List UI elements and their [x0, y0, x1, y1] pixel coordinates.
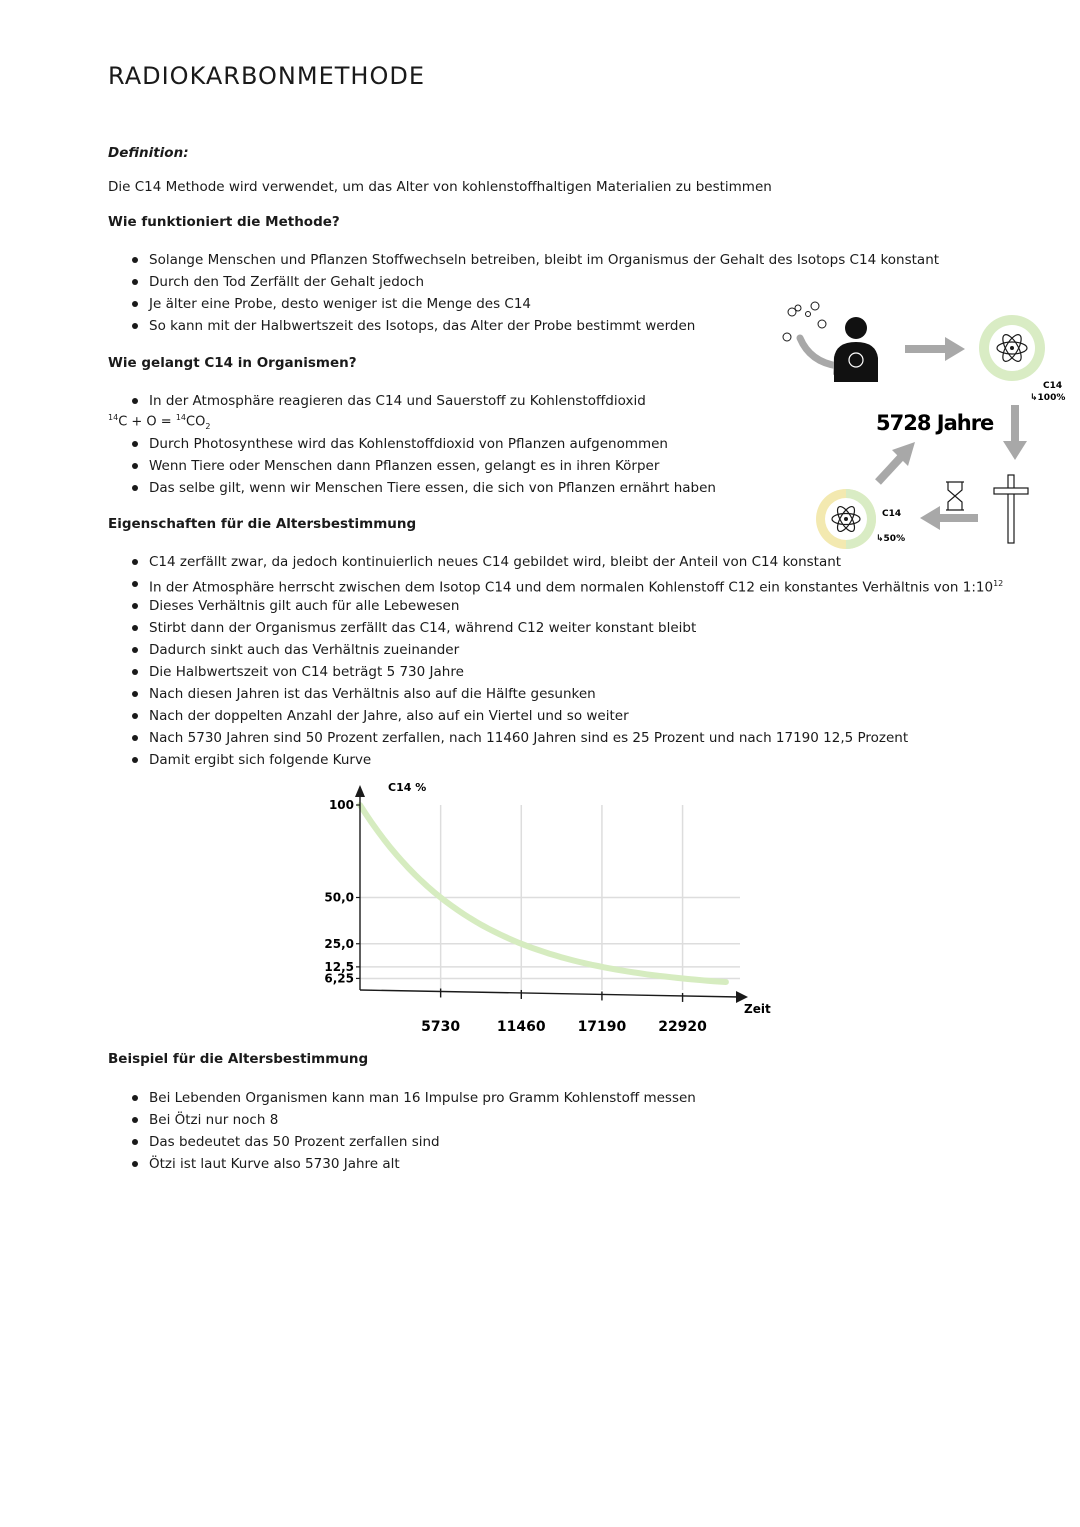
list-item: Nach diesen Jahren ist das Verhältnis also auf die Hälfte gesunken — [149, 683, 1003, 705]
cross-icon — [994, 475, 1028, 543]
co2-equation — [108, 413, 210, 431]
curved-arrow-icon — [800, 338, 838, 366]
decay-curve-line — [360, 805, 726, 982]
x-axis-label: Zeit — [744, 1002, 771, 1016]
list-item: Nach der doppelten Anzahl der Jahre, also auf ein Viertel und so weiter — [149, 705, 1003, 727]
list-item: C14 zerfällt zwar, da jedoch kontinuierlich neues C14 gebildet wird, bleibt der Anteil von C14 konstant — [149, 551, 1003, 573]
c14-cycle-diagram — [770, 290, 1070, 555]
ratio-text: In der Atmosphäre herrscht zwischen dem Isotop C14 und dem normalen Kohlenstoff C12 ein konstantes Verhältnis von 1:10 — [149, 579, 994, 596]
list-item: Durch den Tod Zerfällt der Gehalt jedoch — [149, 271, 939, 293]
list-item: Das bedeutet das 50 Prozent zerfallen sind — [149, 1131, 696, 1153]
arrow-up-right-icon — [878, 442, 915, 482]
definition-text: Die C14 Methode wird verwendet, um das Alter von kohlenstoffhaltigen Materialien zu bestimmen — [108, 179, 772, 195]
x-tick-label: 17190 — [577, 1019, 627, 1035]
list-item: Ötzi ist laut Kurve also 5730 Jahre alt — [149, 1153, 696, 1175]
list-item: Solange Menschen und Pflanzen Stoffwechseln betreiben, bleibt im Organismus der Gehalt des Isotops C14 konstant — [149, 249, 939, 271]
arrow-down-icon — [1003, 405, 1027, 460]
arrow-right-icon — [905, 337, 965, 361]
organism-list — [149, 433, 716, 499]
hourglass-icon — [946, 482, 964, 510]
organism-list-first — [149, 390, 646, 412]
list-item: In der Atmosphäre reagieren das C14 und Sauerstoff zu Kohlenstoffdioxid — [149, 390, 646, 412]
list-item: Damit ergibt sich folgende Kurve — [149, 749, 1003, 771]
equation-subscript: 2 — [205, 421, 211, 431]
equation-isotope-left: 14 — [108, 413, 119, 422]
properties-heading: Eigenschaften für die Altersbestimmung — [108, 516, 417, 532]
top-percent-label: ↳100% — [1030, 393, 1066, 403]
person-icon — [834, 317, 878, 382]
bottom-percent-label: ↳50% — [876, 534, 906, 544]
definition-heading: Definition: — [108, 145, 189, 161]
list-item: Dadurch sinkt auch das Verhältnis zueinander — [149, 639, 1003, 661]
list-item: Dieses Verhältnis gilt auch für alle Lebewesen — [149, 595, 1003, 617]
list-item: Die Halbwertszeit von C14 beträgt 5 730 Jahre — [149, 661, 1003, 683]
y-tick-label: 12,5 — [324, 959, 354, 974]
top-c14-label: C14 — [1043, 381, 1063, 391]
list-item: So kann mit der Halbwertszeit des Isotops, das Alter der Probe bestimmt werden — [149, 315, 939, 337]
page-title: RADIOKARBONMETHODE — [108, 62, 425, 90]
list-item: Durch Photosynthese wird das Kohlenstoffdioxid von Pflanzen aufgenommen — [149, 433, 716, 455]
y-axis-label: C14 % — [388, 781, 427, 794]
flower-cluster-icon — [783, 302, 826, 341]
y-tick-label: 25,0 — [324, 936, 354, 951]
equation-isotope-right: 14 — [175, 413, 186, 422]
atom-100-icon — [979, 315, 1045, 381]
ratio-exponent: 12 — [993, 579, 1004, 588]
list-item: Nach 5730 Jahren sind 50 Prozent zerfallen, nach 11460 Jahren sind es 25 Prozent und nach 17190 12,5 Prozent — [149, 727, 1003, 749]
list-item: Wenn Tiere oder Menschen dann Pflanzen essen, gelangt es in ihren Körper — [149, 455, 716, 477]
equation-co: CO — [186, 414, 206, 430]
bottom-c14-label: C14 — [882, 509, 902, 519]
x-tick-label: 22920 — [658, 1019, 707, 1035]
function-heading: Wie funktioniert die Methode? — [108, 214, 340, 230]
organism-heading: Wie gelangt C14 in Organismen? — [108, 355, 357, 371]
half-life-years-label: 5728 Jahre — [876, 411, 994, 435]
list-item: Je älter eine Probe, desto weniger ist die Menge des C14 — [149, 293, 939, 315]
y-ticks — [324, 798, 360, 985]
example-list — [149, 1087, 696, 1175]
x-tick-label: 5730 — [421, 1019, 461, 1035]
decay-curve-chart — [300, 775, 800, 1045]
x-tick-label: 11460 — [496, 1019, 546, 1035]
example-heading: Beispiel für die Altersbestimmung — [108, 1051, 369, 1067]
list-item — [149, 573, 1003, 595]
list-item: Bei Ötzi nur noch 8 — [149, 1109, 696, 1131]
chart-grid — [360, 805, 740, 990]
list-item: Das selbe gilt, wenn wir Menschen Tiere essen, die sich von Pflanzen ernährt haben — [149, 477, 716, 499]
properties-list — [149, 551, 1003, 771]
y-tick-label: 50,0 — [324, 890, 354, 905]
atom-50-icon — [816, 489, 876, 549]
list-item: Stirbt dann der Organismus zerfällt das C14, während C12 weiter konstant bleibt — [149, 617, 1003, 639]
equation-middle: C + O = — [118, 414, 176, 430]
y-axis-arrow-icon — [355, 785, 365, 797]
y-tick-label: 100 — [328, 798, 354, 812]
y-tick-label: 6,25 — [324, 971, 354, 986]
list-item: Bei Lebenden Organismen kann man 16 Impulse pro Gramm Kohlenstoff messen — [149, 1087, 696, 1109]
